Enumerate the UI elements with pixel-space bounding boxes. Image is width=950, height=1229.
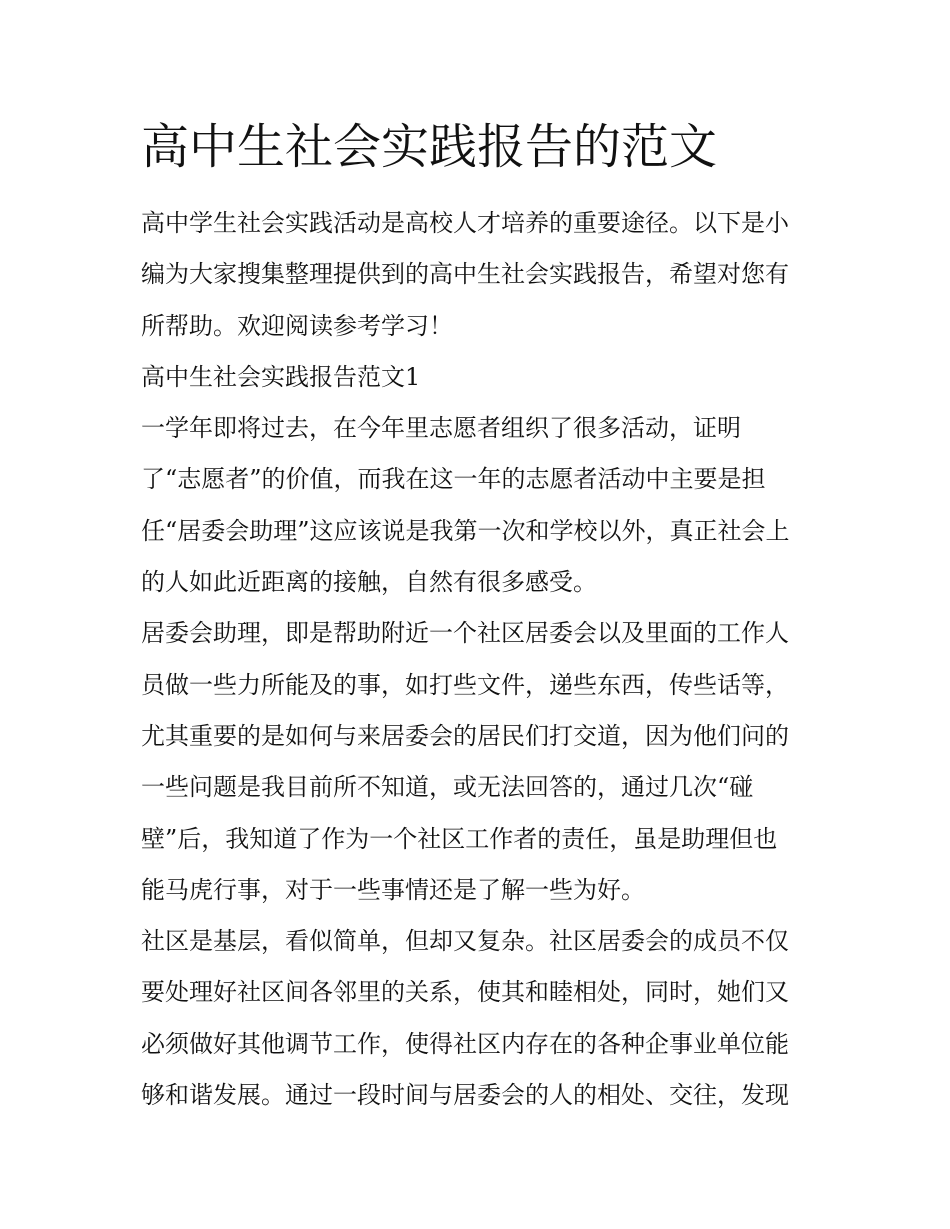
- body-line: 够和谐发展。通过一段时间与居委会的人的相处、交往，发现: [141, 1081, 789, 1110]
- body-line: 员做一些力所能及的事，如打些文件，递些东西，传些话等，: [141, 670, 789, 699]
- body-line: 高中学生社会实践活动是高校人才培养的重要途径。以下是小: [141, 209, 789, 237]
- body-line: 能马虎行事，对于一些事情还是了解一些为好。: [141, 875, 645, 904]
- body-line: 必须做好其他调节工作，使得社区内存在的各种企事业单位能: [141, 1029, 789, 1058]
- body-line: 尤其重要的是如何与来居委会的居民们打交道，因为他们问的: [141, 721, 789, 750]
- body-line: 编为大家搜集整理提供到的高中生社会实践报告，希望对您有: [141, 260, 789, 289]
- body-line: 任“居委会助理”这应该说是我第一次和学校以外，真正社会上: [141, 516, 790, 545]
- body-line: 社区是基层，看似简单，但却又复杂。社区居委会的成员不仅: [141, 927, 789, 956]
- body-line: 壁”后，我知道了作为一个社区工作者的责任，虽是助理但也: [141, 824, 778, 853]
- body-line: 的人如此近距离的接触，自然有很多感受。: [141, 568, 597, 597]
- document-body: [141, 198, 831, 1121]
- body-line: 所帮助。欢迎阅读参考学习！: [141, 311, 453, 340]
- body-line: 一些问题是我目前所不知道，或无法回答的，通过几次“碰: [141, 773, 754, 802]
- body-line: 了“志愿者”的价值，而我在这一年的志愿者活动中主要是担: [141, 465, 766, 494]
- body-line: 居委会助理，即是帮助附近一个社区居委会以及里面的工作人: [141, 619, 789, 648]
- body-line: 一学年即将过去，在今年里志愿者组织了很多活动，证明: [141, 414, 741, 443]
- body-line: 要处理好社区间各邻里的关系，使其和睦相处，同时，她们又: [141, 978, 789, 1007]
- document-title: 高中生社会实践报告的范文: [141, 119, 718, 175]
- section-heading: 高中生社会实践报告范文1: [141, 362, 421, 391]
